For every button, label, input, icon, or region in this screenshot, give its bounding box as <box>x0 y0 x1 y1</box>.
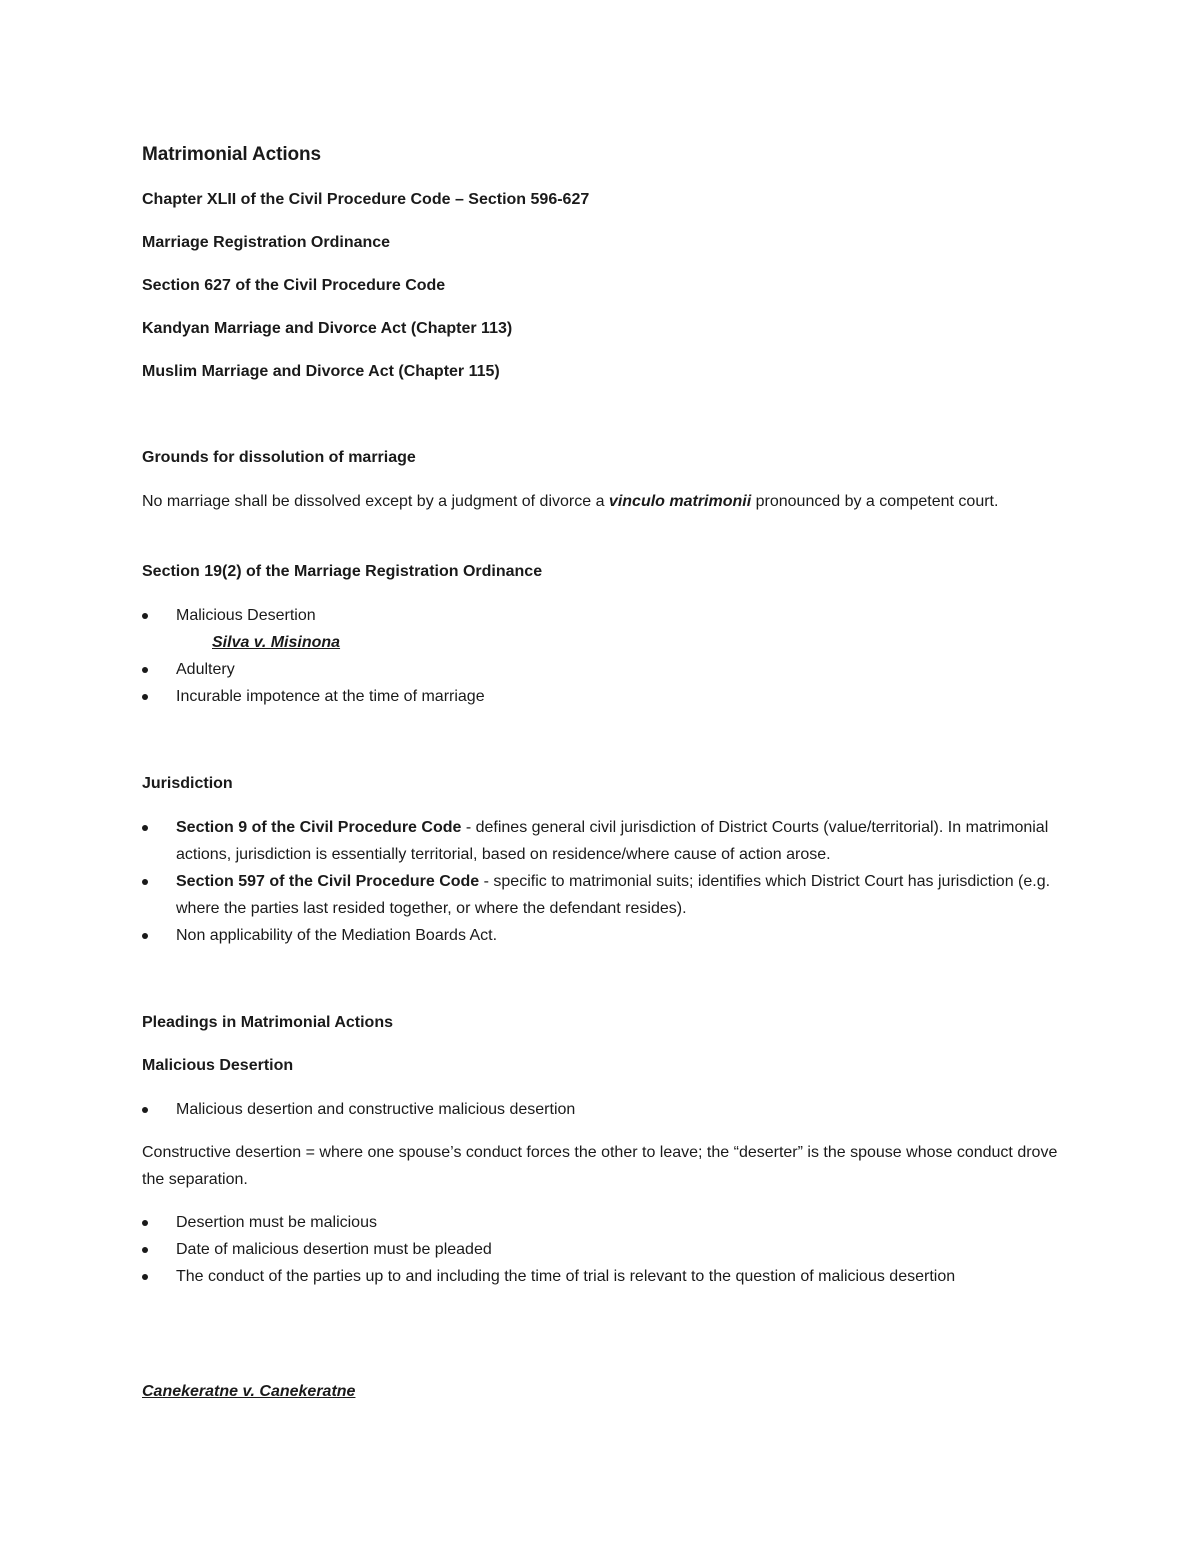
list-item: Section 9 of the Civil Procedure Code - defines general civil jurisdiction of District Courts (value/territorial). In matrimonial actions, jurisdiction is essentially territorial, based on residence/where cause of action arose. <box>142 814 1072 868</box>
list-item: Adultery <box>142 656 1072 683</box>
desertion-list <box>142 1096 1072 1123</box>
reference-section-627: Section 627 of the Civil Procedure Code <box>142 277 446 294</box>
grounds-list-continued <box>142 656 1072 710</box>
bullet-icon <box>142 694 148 700</box>
desertion-requirements-list <box>142 1209 1072 1290</box>
bullet-icon <box>142 933 148 939</box>
reference-muslim-act: Muslim Marriage and Divorce Act (Chapter 115) <box>142 363 500 380</box>
jurisdiction-heading: Jurisdiction <box>142 775 233 792</box>
malicious-desertion-heading: Malicious Desertion <box>142 1057 294 1074</box>
list-item: Section 597 of the Civil Procedure Code - specific to matrimonial suits; identifies which District Court has jurisdiction (e.g. where the parties last resided together, or where the defendant resides). <box>142 868 1072 922</box>
bullet-icon <box>142 1107 148 1113</box>
document-page <box>142 0 1072 1553</box>
grounds-paragraph <box>142 488 1062 515</box>
bullet-icon <box>142 1274 148 1280</box>
bullet-icon <box>142 879 148 885</box>
constructive-desertion-paragraph: Constructive desertion = where one spouse’s conduct forces the other to leave; the “deserter” is the spouse whose conduct drove the separation. <box>142 1144 1058 1188</box>
list-item: Date of malicious desertion must be pleaded <box>142 1236 1072 1263</box>
pleadings-heading: Pleadings in Matrimonial Actions <box>142 1014 393 1031</box>
grounds-paragraph-end: pronounced by a competent court. <box>751 493 999 510</box>
reference-kandyan-act: Kandyan Marriage and Divorce Act (Chapter 113) <box>142 320 513 337</box>
list-item: Incurable impotence at the time of marriage <box>142 683 1072 710</box>
jurisdiction-list <box>142 814 1072 949</box>
list-item: Desertion must be malicious <box>142 1209 1072 1236</box>
grounds-list <box>142 602 1072 629</box>
grounds-heading: Grounds for dissolution of marriage <box>142 449 416 466</box>
grounds-paragraph-start: No marriage shall be dissolved except by a judgment of divorce a <box>142 493 609 510</box>
bullet-icon <box>142 1247 148 1253</box>
list-item: Malicious Desertion <box>142 602 1072 629</box>
document-title: Matrimonial Actions <box>142 144 321 165</box>
bullet-icon <box>142 825 148 831</box>
case-citation-silva: Silva v. Misinona <box>212 634 341 651</box>
bullet-icon <box>142 613 148 619</box>
list-item: Malicious desertion and constructive malicious desertion <box>142 1096 1072 1123</box>
bullet-icon <box>142 667 148 673</box>
case-citation-canekeratne: Canekeratne v. Canekeratne <box>142 1383 356 1400</box>
latin-term: vinculo matrimonii <box>608 493 752 510</box>
reference-marriage-registration: Marriage Registration Ordinance <box>142 234 391 251</box>
list-item: The conduct of the parties up to and including the time of trial is relevant to the question of malicious desertion <box>142 1263 1072 1290</box>
bullet-icon <box>142 1220 148 1226</box>
section-19-heading: Section 19(2) of the Marriage Registration Ordinance <box>142 563 543 580</box>
reference-civil-procedure-chapter: Chapter XLII of the Civil Procedure Code – Section 596-627 <box>142 191 590 208</box>
list-item: Non applicability of the Mediation Boards Act. <box>142 922 1072 949</box>
